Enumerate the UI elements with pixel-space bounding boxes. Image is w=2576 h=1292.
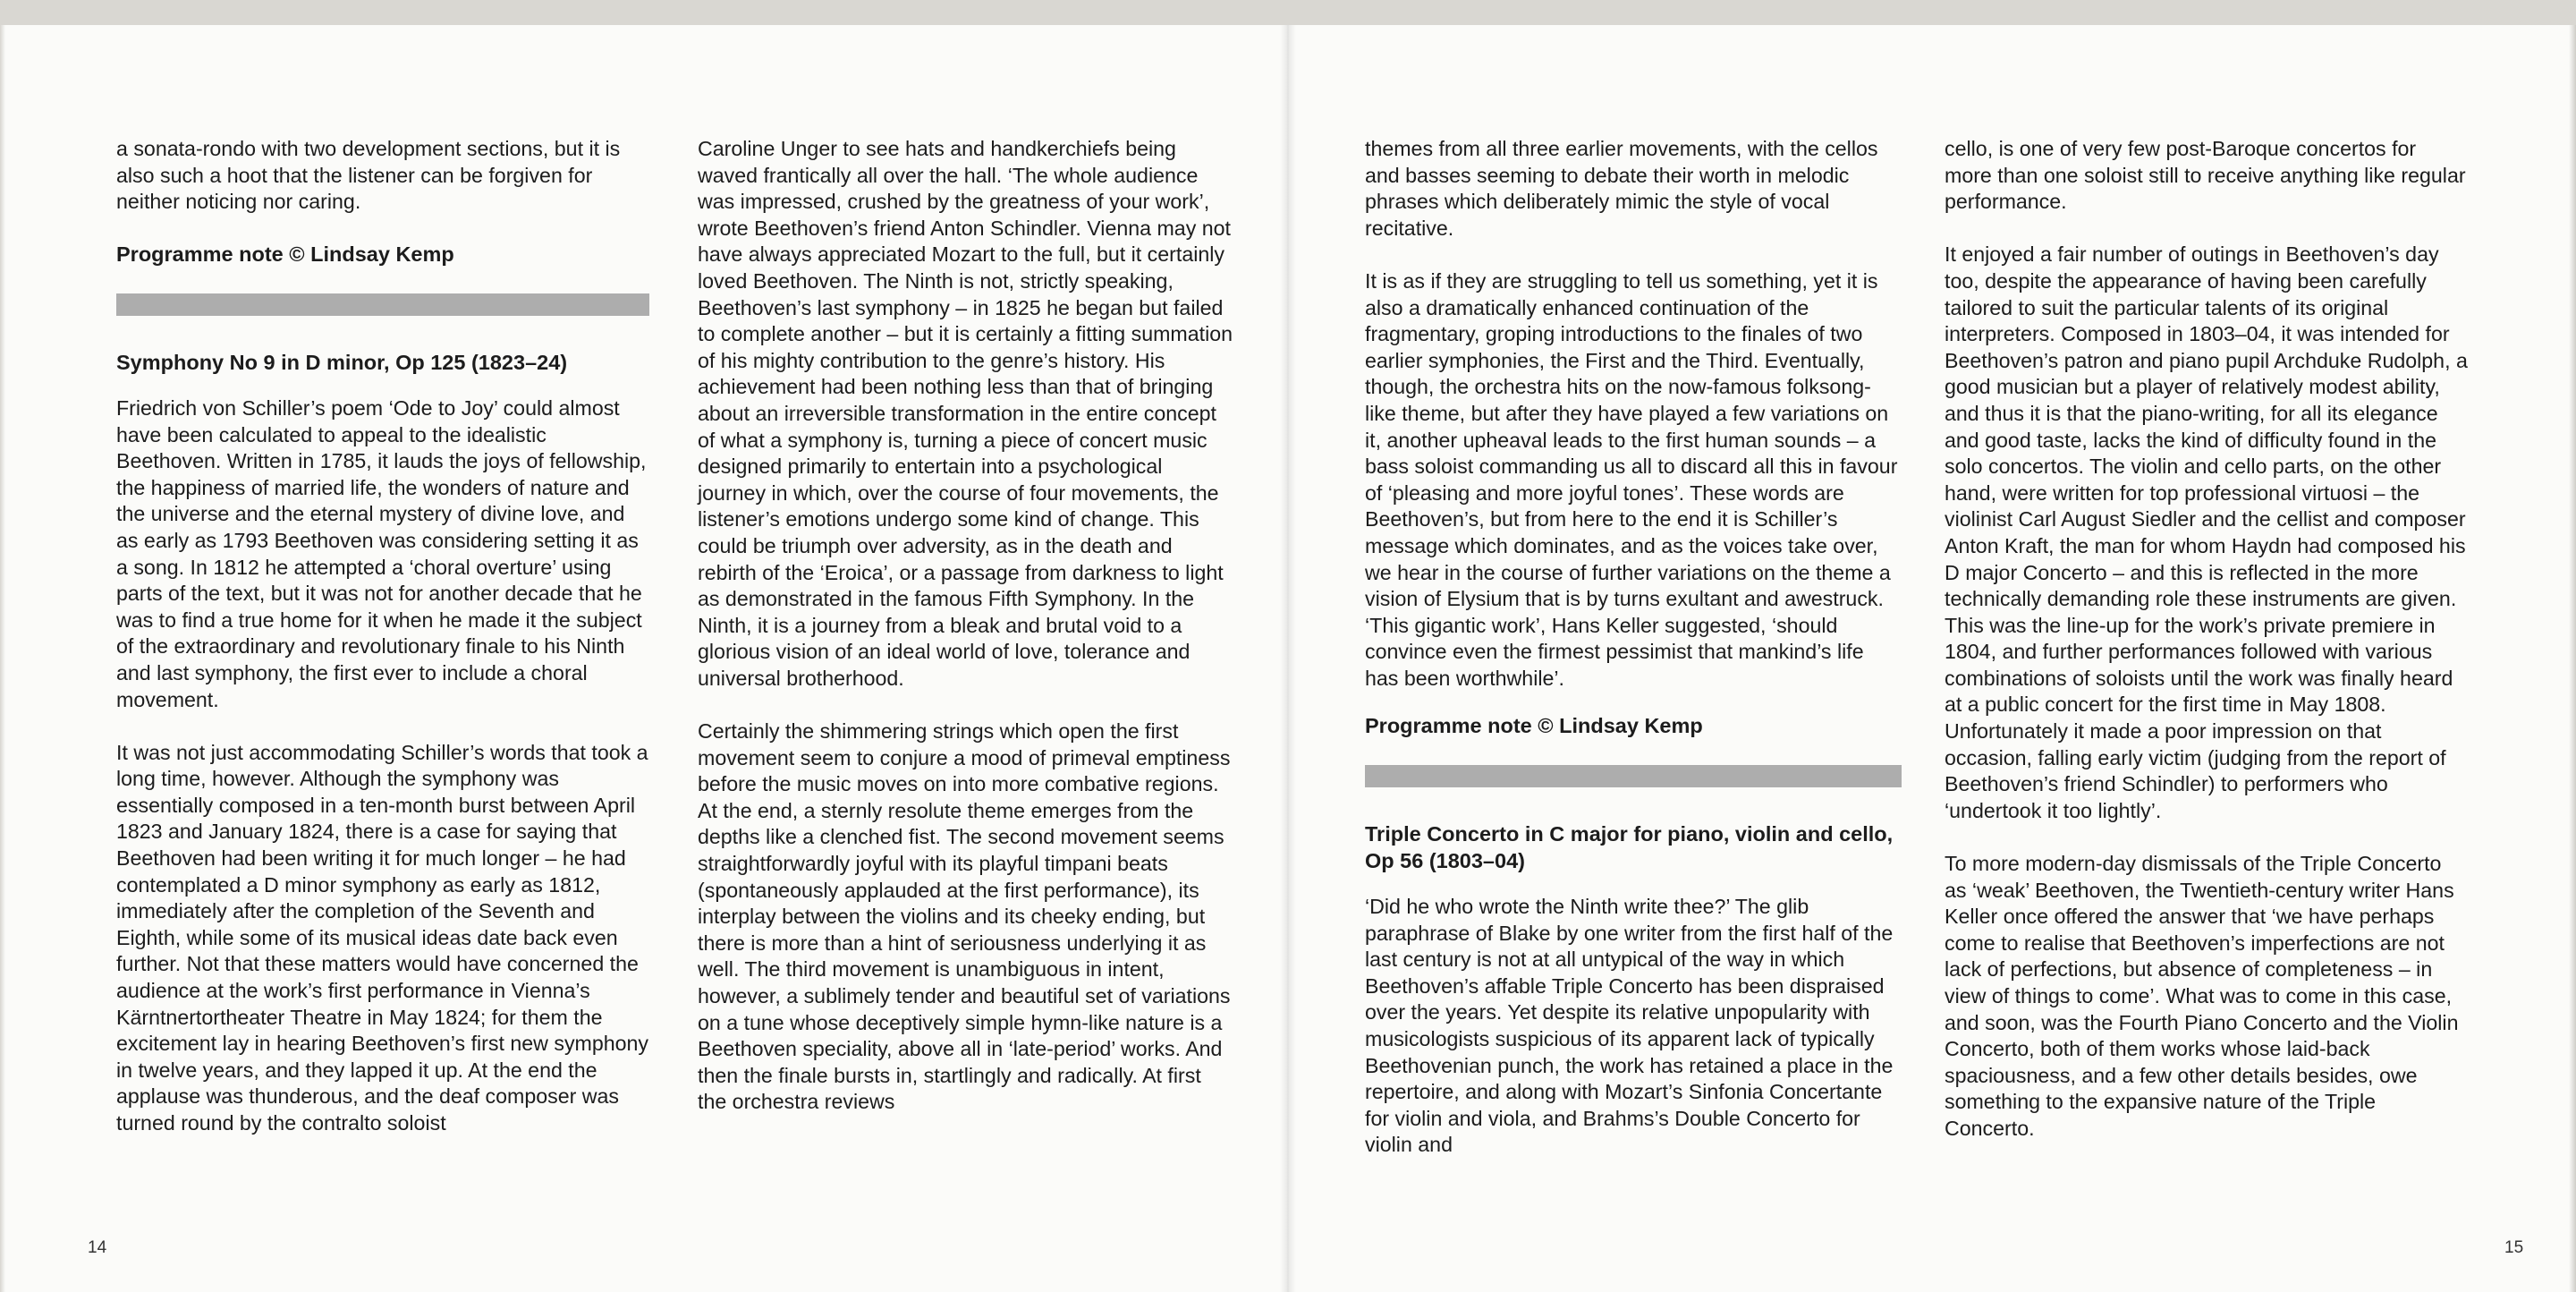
col4-paragraph-2: It enjoyed a fair number of outings in Beethoven’s day too, despite the appearance of having been carefully tailored to suit the particular talents of its original interpreters. Composed in 1803–04, it was intended for Beethoven’s patron and piano pupil Archduke Rudolph, a good musician but a player of relatively modest ability, and thus it is that the piano-writing, for all its elegance and good taste, lacks the kind of difficulty found in the solo concertos. The violin and cello parts, on the other hand, were written for top professional virtuosi – the violinist Carl August Siedler and the cellist and composer Anton Kraft, the man for whom Haydn had composed his D major Concerto – and this is reflected in the more technically demanding role these instruments are given. This was the line-up for the work’s private premiere in 1804, and further performances followed with various combinations of soloists until the work was finally heard at a public concert for the first time in May 1808. Unfortunately it made a poor impression on that occasion, falling early victim (judging from the report of Beethoven’s friend Schindler) to performers who ‘undertook it too lightly’. — [1945, 242, 2468, 822]
col3-paragraph-3: ‘Did he who wrote the Ninth write thee?’ The glib paraphrase of Blake by one writer from the first half of the last century is not at all untypical of the way in which Beethoven’s affable Triple Concerto has been dispraised over the years. Yet despite its relative unpopularity with musicologists suspicious of its apparent lack of typically Beethovenian punch, the work has retained a place in the repertoire, and along with Mozart’s Sinfonia Concertante for violin and viola, and Brahms’s Double Concerto for violin and — [1365, 895, 1894, 1157]
page-number-left: 14 — [88, 1238, 107, 1257]
page-number-right: 15 — [2504, 1238, 2524, 1257]
section-heading-triple-concerto: Triple Concerto in C major for piano, violin and cello, Op 56 (1803–04) — [1365, 822, 1894, 873]
col1-paragraph-2: Friedrich von Schiller’s poem ‘Ode to Joy’ could almost have been calculated to appeal to the idealistic Beethoven. Written in 1785, it lauds the joys of fellowship, the happiness of married life, the wonders of nature and the universe and the eternal mystery of divine love, and as early as 1793 Beethoven was considering setting it as a song. In 1812 he attempted a ‘choral overture’ using parts of the text, but it was not for another decade that he was to find a true home for it when he made it the subject of the extraordinary and revolutionary finale to his Ninth and last symphony, the first ever to include a choral movement. — [116, 395, 647, 711]
col4-paragraph-1: cello, is one of very few post-Baroque concertos for more than one soloist still to receive anything like regular performance. — [1945, 137, 2466, 214]
section-heading-symphony-9: Symphony No 9 in D minor, Op 125 (1823–24) — [116, 350, 568, 374]
section-divider-bar-2 — [1365, 765, 1902, 787]
column-2 — [698, 136, 1234, 1143]
col1-paragraph-1: a sonata-rondo with two development sections, but it is also such a hoot that the listener can be forgiven for neither noticing nor caring. — [116, 137, 621, 214]
col1-paragraph-3: It was not just accommodating Schiller’s words that took a long time, however. Although the symphony was essentially composed in a ten-month burst between April 1823 and January 1824, there is a case for saying that Beethoven had been writing it for much longer – he had contemplated a D minor symphony as early as 1812, immediately after the completion of the Seventh and Eighth, while some of its musical ideas date back even further. Not that these matters would have concerned the audience at the work’s first performance in Vienna’s Kärntnertortheater Theatre in May 1824; for them the excitement lay in hearing Beethoven’s first new symphony in twelve years, and they lapped it up. At the end the applause was thunderous, and the deaf composer was turned round by the contralto soloist — [116, 740, 649, 1135]
booklet-spread — [0, 25, 2576, 1292]
programme-note-credit-2: Programme note © Lindsay Kemp — [1365, 714, 1703, 738]
col3-paragraph-1: themes from all three earlier movements, with the cellos and basses seeming to debate their worth in melodic phrases which deliberately mimic the style of vocal recitative. — [1365, 137, 1878, 240]
left-page — [0, 25, 1288, 1292]
right-page-edge — [2569, 25, 2576, 1292]
section-divider-bar — [116, 293, 649, 316]
column-4 — [1945, 136, 2469, 1169]
column-1 — [116, 136, 649, 1163]
programme-note-credit: Programme note © Lindsay Kemp — [116, 242, 454, 267]
column-3 — [1365, 136, 1902, 1186]
right-page — [1288, 25, 2576, 1292]
col2-paragraph-2: Certainly the shimmering strings which open the first movement seem to conjure a mood of primeval emptiness before the music moves on into more combative regions. At the end, a sternly resolute theme emerges from the depths like a clenched fist. The second movement seems straightforwardly joyful with its playful timpani beats (spontaneously applauded at the first performance), its interplay between the violins and its cheeky ending, but there is more than a hint of seriousness underlying it as well. The third movement is unambiguous in intent, however, a sublimely tender and beautiful set of variations on a tune whose deceptively simple hymn-like nature is a Beethoven speciality, above all in ‘late-period’ works. And then the finale bursts in, startlingly and radically. At first the orchestra reviews — [698, 719, 1231, 1114]
col4-paragraph-3: To more modern-day dismissals of the Triple Concerto as ‘weak’ Beethoven, the Twentieth-century writer Hans Keller once offered the answer that ‘we have perhaps come to realise that Beethoven’s imperfections are not lack of perfections, but absence of completeness – in view of things to come’. What was to come in this case, and soon, was the Fourth Piano Concerto and the Violin Concerto, both of them works whose laid-back spaciousness, and a few other details besides, owe something to the expansive nature of the Triple Concerto. — [1945, 852, 2459, 1140]
col3-paragraph-2: It is as if they are struggling to tell us something, yet it is also a dramatically enhanced continuation of the fragmentary, groping introductions to the finales of two earlier symphonies, the First and the Third. Eventually, though, the orchestra hits on the now-famous folksong-like theme, but after they have played a few variations on it, another upheaval leads to the first human sounds – a bass soloist commanding us all to discard all this in favour of ‘pleasing and more joyful tones’. These words are Beethoven’s, but from here to the end it is Schiller’s message which dominates, and as the voices take over, we hear in the course of further variations on the theme a vision of Elysium that is by turns exultant and awestruck. ‘This gigantic work’, Hans Keller suggested, ‘should convince even the firmest pessimist that mankind’s life has been worthwhile’. — [1365, 268, 1898, 690]
col2-paragraph-1: Caroline Unger to see hats and handkerchiefs being waved frantically all over the hall. ‘The whole audience was impressed, crushed by the greatness of your work’, wrote Beethoven’s friend Anton Schindler. Vienna may not have always appreciated Mozart to the full, but it certainly loved Beethoven. The Ninth is not, strictly speaking, Beethoven’s last symphony – in 1825 he began but failed to complete another – but it is certainly a fitting summation of his mighty contribution to the genre’s history. His achievement had been nothing less than that of bringing about an irreversible transformation in the entire concept of what a symphony is, turning a piece of concert music designed primarily to entertain into a psychological journey in which, over the course of four movements, the listener’s emotions undergo some kind of change. This could be triumph over adversity, as in the death and rebirth of the ‘Eroica’, or a passage from darkness to light as demonstrated in the famous Fifth Symphony. In the Ninth, it is a journey from a bleak and brutal void to a glorious vision of an ideal world of love, tolerance and universal brotherhood. — [698, 137, 1233, 690]
